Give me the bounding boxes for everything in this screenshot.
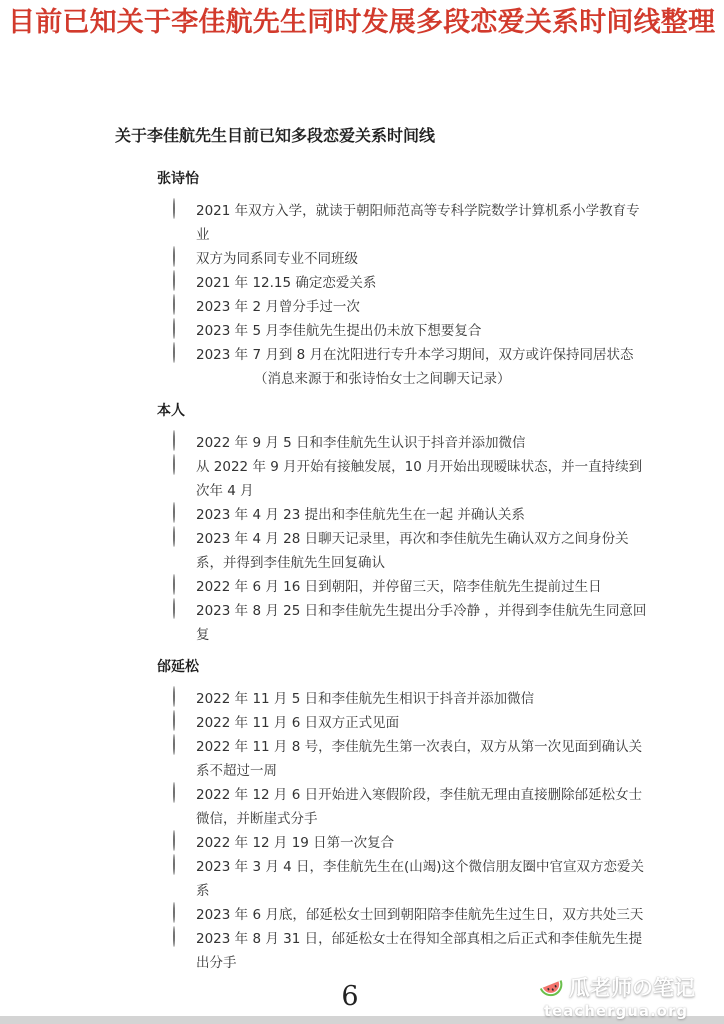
list-item [115,343,675,367]
list-item-text: 2023 年 7 月到 8 月在沈阳进行专升本学习期间，双方或许保持同居状态 [196,347,634,363]
list-item-text: 2023 年 2 月曾分手过一次 [196,299,360,315]
circle-bullet-icon [173,903,196,922]
document-heading: 关于李佳航先生目前已知多段恋爱关系时间线 [115,126,436,145]
page-number: 6 [341,981,359,1012]
circle-bullet-icon [173,927,196,946]
list-item-text: 2023 年 6 月底，邰延松女士回到朝阳陪李佳航先生过生日，双方共处三天 [196,907,644,923]
circle-bullet-icon [173,735,196,754]
list-item-text: 双方为同系同专业不同班级 [196,251,358,267]
list-item [115,903,675,927]
section-header-benren [115,399,675,423]
list-subnote [115,367,675,391]
list-item-text: 2022 年 11 月 5 日和李佳航先生相识于抖音并添加微信 [196,691,535,707]
list-item [115,831,675,855]
circle-bullet-icon [173,343,196,362]
list-item [115,295,675,319]
section-name: 本人 [157,403,185,419]
list-item-text: 2021 年双方入学，就读于朝阳师范高等专科学院数学计算机系小学教育专业 [196,203,640,243]
circle-bullet-icon [173,831,196,850]
watermark [516,974,716,1020]
circle-bullet-icon [173,599,196,618]
circle-bullet-icon [173,575,196,594]
list-item [115,527,675,575]
watermark-title: 瓜老师の笔记 [569,976,695,1000]
circle-bullet-icon [173,855,196,874]
list-item [115,319,675,343]
list-item [115,735,675,783]
list-item-text: 2021 年 12.15 确定恋爱关系 [196,275,377,291]
list-item [115,855,675,903]
document-body [115,124,675,991]
list-item [115,271,675,295]
list-item [115,431,675,455]
list-item-text: 2023 年 8 月 25 日和李佳航先生提出分手冷静 ，并得到李佳航先生同意回复 [196,603,647,643]
circle-bullet-icon [173,687,196,706]
list-item [115,503,675,527]
list-item [115,455,675,503]
circle-bullet-icon [173,319,196,338]
circle-bullet-icon [173,271,196,290]
list-subnote-text: （消息来源于和张诗怡女士之间聊天记录） [254,371,511,387]
circle-bullet-icon [173,247,196,266]
section-name: 张诗怡 [157,171,199,187]
list-item-text: 从 2022 年 9 月开始有接触发展，10 月开始出现暧昧状态，并一直持续到次年 4 月 [196,459,643,499]
list-item-text: 2023 年 8 月 31 日，邰延松女士在得知全部真相之后正式和李佳航先生提出分手 [196,931,643,971]
list-item-text: 2022 年 12 月 6 日开始进入寒假阶段，李佳航无理由直接删除邰延松女士微信，并断崖式分手 [196,787,643,827]
list-item-text: 2022 年 9 月 5 日和李佳航先生认识于抖音并添加微信 [196,435,526,451]
list-item [115,199,675,247]
list-item-text: 2023 年 5 月李佳航先生提出仍未放下想要复合 [196,323,482,339]
list-item [115,711,675,735]
circle-bullet-icon [173,527,196,546]
circle-bullet-icon [173,295,196,314]
list-item-text: 2022 年 12 月 19 日第一次复合 [196,835,395,851]
list-item-text: 2022 年 11 月 8 号，李佳航先生第一次表白，双方从第一次见面到确认关系不超过一周 [196,739,643,779]
circle-bullet-icon [173,711,196,730]
list-item [115,687,675,711]
watermark-url: teachergua.org [543,1002,689,1020]
list-item-text: 2022 年 11 月 6 日双方正式见面 [196,715,400,731]
section-header-zhangshiyi [115,167,675,191]
list-item [115,927,675,975]
circle-bullet-icon [173,455,196,474]
circle-bullet-icon [173,431,196,450]
list-item-text: 2023 年 4 月 23 提出和李佳航先生在一起 并确认关系 [196,507,525,523]
list-item [115,599,675,647]
list-item [115,575,675,599]
list-item [115,783,675,831]
list-item-text: 2022 年 6 月 16 日到朝阳，并停留三天，陪李佳航先生提前过生日 [196,579,602,595]
circle-bullet-icon [173,199,196,218]
section-name: 邰延松 [157,659,199,675]
list-item-text: 2023 年 3 月 4 日，李佳航先生在(山竭)这个微信朋友圈中官宣双方恋爱关系 [196,859,645,899]
circle-bullet-icon [173,783,196,802]
list-item-text: 2023 年 4 月 28 日聊天记录里，再次和李佳航先生确认双方之间身份关系，并得到李佳航先生回复确认 [196,531,629,571]
watermelon-icon [537,974,565,1002]
circle-bullet-icon [173,503,196,522]
page-title: 目前已知关于李佳航先生同时发展多段恋爱关系时间线整理 [8,7,716,38]
list-item [115,247,675,271]
section-header-taiyansong [115,655,675,679]
